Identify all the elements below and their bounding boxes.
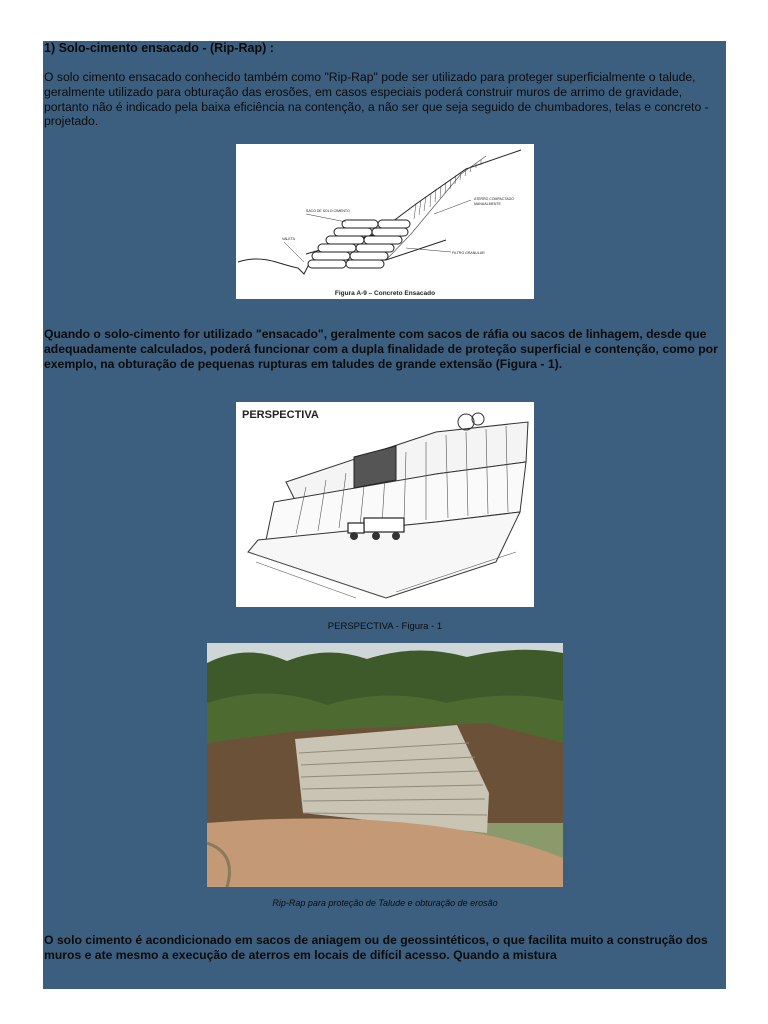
label-filtro: FILTRO GRANULAR [452, 251, 485, 255]
figure-perspectiva [236, 402, 534, 607]
paragraph-ensacado: Quando o solo-cimento for utilizado "ensacado", geralmente com sacos de ráfia ou sacos de linhagem, desde que adequadamente calculados, poderá funcionar com a dupla finalidade de proteção superficial e contenção, como por exemplo, na obturação de pequenas rupturas em taludes de grande extensão (Figura - 1). [44, 327, 718, 371]
figure-a9-caption: Figura A-9 – Concreto Ensacado [334, 290, 436, 297]
figure-concreto-ensacado [236, 144, 534, 299]
label-aterro: ATERRO COMPACTADO [474, 197, 514, 201]
photo-caption: Rip-Rap para proteção de Talude e obturação de erosão [272, 898, 498, 908]
label-saco: SACO DE SOLO-CIMENTO [306, 209, 350, 213]
paragraph-acondicionado: O solo cimento é acondicionado em sacos de aniagem ou de geossintéticos, o que facilita muito a construção dos muros e ate mesmo a execução de aterros em locais de difícil acesso. Quando a mistura [44, 933, 708, 962]
figure-1-caption: PERSPECTIVA - Figura - 1 [327, 621, 443, 632]
label-valeta: VALETA [282, 237, 295, 241]
perspectiva-title: PERSPECTIVA [242, 409, 319, 421]
riprap-photo [207, 643, 563, 887]
label-manualmente: MANUALMENTE [474, 202, 501, 206]
paragraph-intro: O solo cimento ensacado conhecido também como "Rip-Rap" pode ser utilizado para proteger superficialmente o talude, geralmente utilizado para obturação das erosões, em casos especiais poderá construir muros de arrimo de gravidade, portanto não é indicado pela baixa eficiência na contenção, a não ser que seja seguido de chumbadores, telas e concreto - projetado. [44, 70, 709, 129]
section-heading: 1) Solo-cimento ensacado - (Rip-Rap) : [44, 41, 274, 55]
